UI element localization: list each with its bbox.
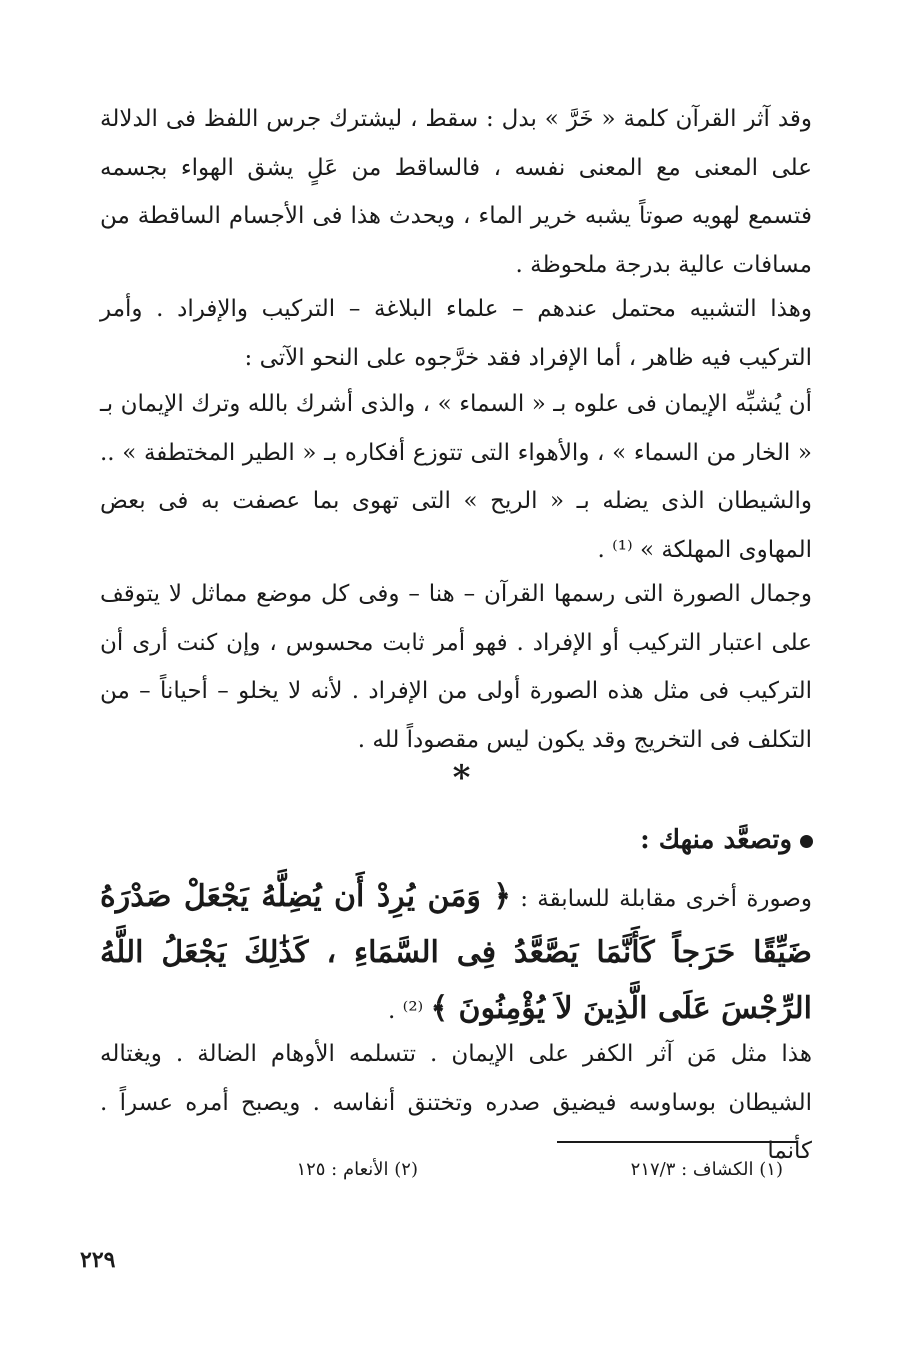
section-heading xyxy=(640,820,813,860)
paragraph-2 xyxy=(100,285,812,382)
paragraph-4 xyxy=(100,570,812,764)
bullet-icon xyxy=(800,835,813,848)
paragraph-text: وجمال الصورة التى رسمها القرآن – هنا – وفى كل موضع مماثل لا يتوقف على اعتبار التركيب أو الإفراد . فهو أمر ثابت محسوس ، وإن كنت أرى أن التركيب فى مثل هذه الصورة أولى من الإفراد . لأنه لا يخلو – أحياناً – من التكلف فى التخريج وقد يكون ليس مقصوداً لله . xyxy=(100,581,812,753)
verse-footnote-ref: ⁽²⁾ . xyxy=(388,998,431,1024)
page-number: ٢٢٩ xyxy=(80,1247,116,1273)
quran-verse: ﴿ وَمَن يُرِدْ أَن يُضِلَّهُ يَجْعَلْ صَدْرَهُ ضَيِّقًا حَرَجاً كَأَنَّمَا يَصَّعَّدُ فِى السَّمَاءِ ، كَذَٰلِكَ يَجْعَلُ اللَّهُ الرِّجْسَ عَلَى الَّذِينَ لاَ يُؤْمِنُونَ ﴾ xyxy=(100,879,812,1026)
footnote-1: (١) الكشاف : ٢١٧/٣ xyxy=(630,1159,783,1180)
paragraph-text: وقد آثر القرآن كلمة « خَرَّ » بدل : سقط ، ليشترك جرس اللفظ فى الدلالة على المعنى مع المعنى نفسه ، فالساقط من عَلٍ يشق الهواء بجسمه فتسمع لهويه صوتاً يشبه خرير الماء ، ويحدث هذا فى الأجسام الساقطة من مسافات عالية بدرجة ملحوظة . xyxy=(100,106,812,278)
section-heading-text: وتصعَّد منهك : xyxy=(640,825,792,855)
paragraph-6 xyxy=(100,1030,812,1176)
paragraph-5 xyxy=(100,870,812,1038)
paragraph-text: أن يُشبِّه الإيمان فى علوه بـ « السماء » ، والذى أشرك بالله وترك الإيمان بـ « الخار من السماء » ، والأهواء التى تتوزع أفكاره بـ « الطير المختطفة » .. والشيطان الذى يضله بـ « الريح » التى تهوى بما عصفت به فى بعض المهاوى المهلكة » ⁽¹⁾ . xyxy=(100,391,812,563)
footnote-divider xyxy=(557,1141,797,1143)
paragraph-text xyxy=(100,870,812,1038)
paragraph-1 xyxy=(100,95,812,289)
verse-intro: وصورة أخرى مقابلة للسابقة : xyxy=(510,886,812,912)
paragraph-3 xyxy=(100,380,812,574)
paragraph-text: وهذا التشبيه محتمل عندهم – علماء البلاغة – التركيب والإفراد . وأمر التركيب فيه ظاهر ، أما الإفراد فقد خرَّجوه على النحو الآتى : xyxy=(100,296,812,371)
footnote-2: (٢) الأنعام : ١٢٥ xyxy=(296,1159,418,1180)
section-separator: * xyxy=(452,758,471,798)
paragraph-text: هذا مثل مَن آثر الكفر على الإيمان . تتسلمه الأوهام الضالة . ويغتاله الشيطان بوساوسه فيضيق صدره وتختنق أنفاسه . ويصبح أمره عسراً . كأنما xyxy=(100,1041,812,1164)
